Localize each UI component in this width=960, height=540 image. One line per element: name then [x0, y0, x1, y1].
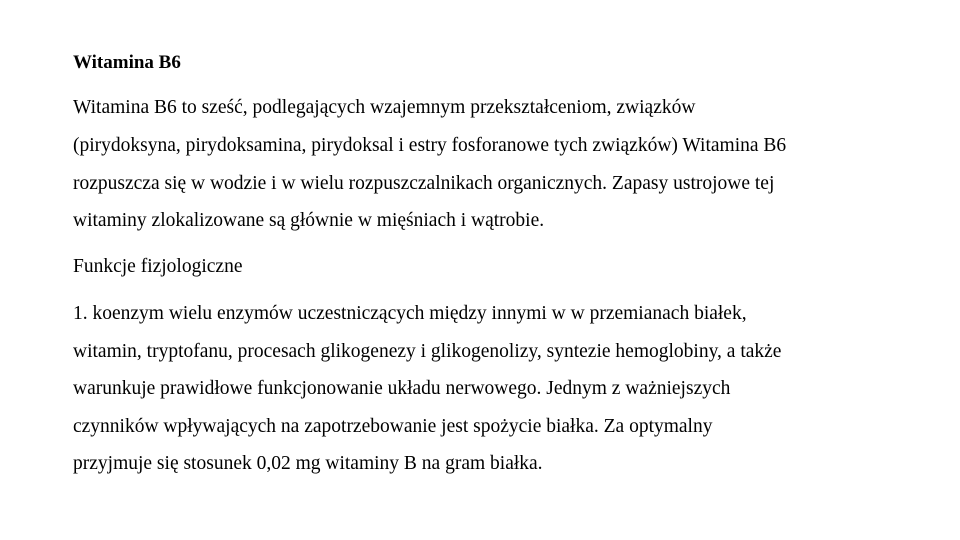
- intro-line-1: Witamina B6 to sześć, podlegających wzajemnym przekształceniom, związków: [73, 97, 696, 118]
- functions-line-3: warunkuje prawidłowe funkcjonowanie układu nerwowego. Jednym z ważniejszych: [73, 378, 731, 399]
- intro-line-3: rozpuszcza się w wodzie i w wielu rozpuszczalnikach organicznych. Zapasy ustrojowe tej: [73, 173, 775, 194]
- functions-line-5: przyjmuje się stosunek 0,02 mg witaminy B na gram białka.: [73, 453, 543, 474]
- functions-line-2: witamin, tryptofanu, procesach glikogenezy i glikogenolizy, syntezie hemoglobiny, a także: [73, 341, 782, 362]
- document-title: Witamina B6: [73, 52, 181, 73]
- intro-line-4: witaminy zlokalizowane są głównie w mięśniach i wątrobie.: [73, 210, 545, 231]
- intro-line-2: (pirydoksyna, pirydoksamina, pirydoksal i estry fosforanowe tych związków) Witamina B6: [73, 135, 787, 156]
- functions-line-1: 1. koenzym wielu enzymów uczestniczących między innymi w w przemianach białek,: [73, 303, 747, 324]
- functions-line-4: czynników wpływających na zapotrzebowanie jest spożycie białka. Za optymalny: [73, 416, 713, 437]
- section-heading: Funkcje fizjologiczne: [73, 256, 243, 277]
